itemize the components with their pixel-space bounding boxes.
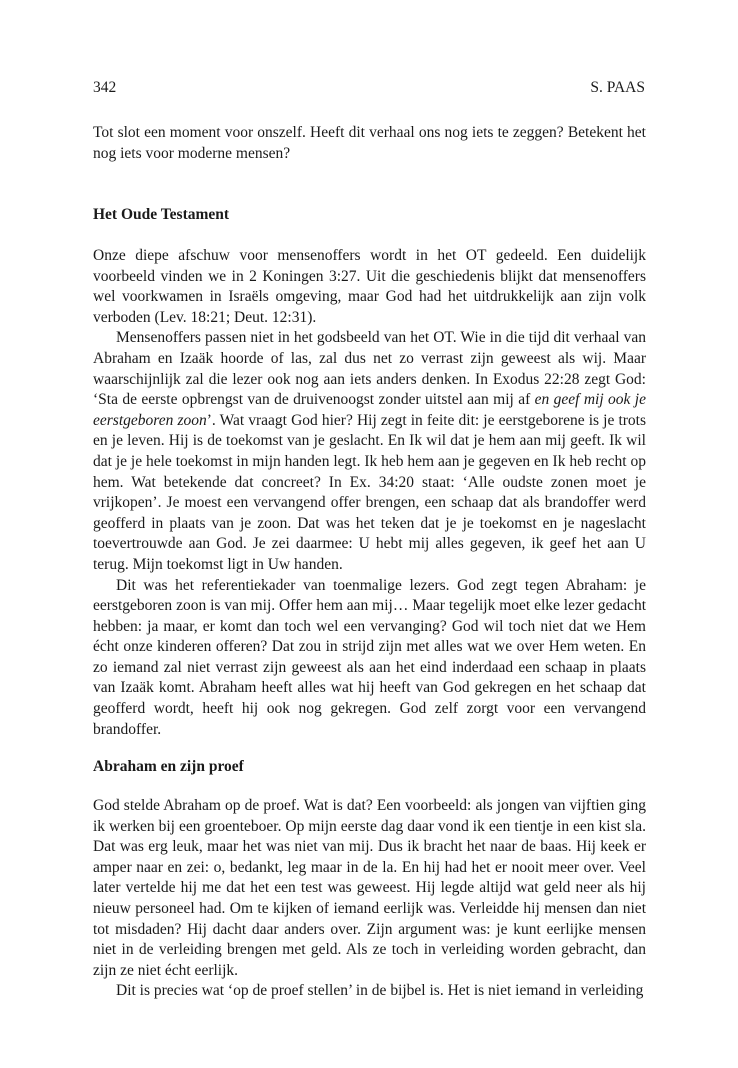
intro-paragraph: Tot slot een moment voor onszelf. Heeft dit verhaal ons nog iets te zeggen? Betekent het nog iets voor moderne mensen? (93, 124, 646, 162)
paragraph: Onze diepe afschuw voor mensenoffers wordt in het OT gedeeld. Een duidelijk voorbeeld vinden we in 2 Koningen 3:27. Uit die geschiedenis blijkt dat mensenoffers wel voorkwamen in Israëls omgeving, maar God had het uitdrukkelijk aan zijn volk verboden (Lev. 18:21; Deut. 12:31). (93, 247, 646, 326)
paragraph-text: Mensenoffers passen niet in het godsbeeld van het OT. Wie in die tijd dit verhaal van Abraham en Izaäk hoorde of las, zal dus net zo verrast zijn geweest als wij. Maar waarschijnlijk zal die lezer ook nog aan iets anders denken. In Exodus 22:28 zegt God: ‘Sta de eerste opbrengst van de druivenoogst zonder uitstel aan mij af (93, 329, 646, 409)
intro-block (93, 123, 646, 164)
section-heading-abraham: Abraham en zijn proef (93, 758, 244, 775)
paragraph (93, 328, 646, 575)
author-name: S. PAAS (590, 79, 645, 96)
section-heading-old-testament: Het Oude Testament (93, 206, 230, 223)
running-head (93, 78, 645, 98)
section-abraham (93, 796, 646, 1002)
italic-quote: en geef mij ook je eerstgeboren zoon (93, 391, 646, 429)
paragraph: God stelde Abraham op de proef. Wat is dat? Een voorbeeld: als jongen van vijftien ging ik werken bij een groenteboer. Op mijn eerste dag daar vond ik een tientje in een kist sla. Dat was erg leuk, maar het was niet van mij. Dus ik bracht het naar de baas. Hij keek er amper naar en zei: o, bedankt, leg maar in de la. En hij had het er nooit meer over. Veel later vertelde hij me dat het een test was geweest. Hij legde altijd wat geld neer als hij nieuw personeel had. Om te kijken of iemand eerlijk was. Verleidde hij mensen dan niet tot misdaden? Hij dacht daar anders over. Zijn argument was: je kunt eerlijke mensen niet in de verleiding brengen met geld. Als ze toch in verleiding worden gebracht, dan zijn ze niet écht eerlijk. (93, 797, 646, 979)
paragraph: Dit is precies wat ‘op de proef stellen’ in de bijbel is. Het is niet iemand in verleiding (116, 982, 644, 1000)
paragraph-text: ’. Wat vraagt God hier? Hij zegt in feite dit: je eerstgeborene is je trots en je leven. Hij is de toekomst van je geslacht. En Ik wil dat je hem aan mij geeft. Ik wil dat je je hele toekomst in mijn handen legt. Ik heb hem aan je gegeven en Ik heb recht op hem. Wat betekende dat concreet? In Ex. 34:20 staat: ‘Alle oudste zonen moet je vrijkopen’. Je moest een vervangend offer brengen, een schaap dat als brandoffer werd geofferd in plaats van je zoon. Dat was het teken dat je je toekomst en je nageslacht toevertrouwde aan God. Je zei daarmee: U hebt mij alles gegeven, ik geef het aan U terug. Mijn toekomst ligt in Uw handen. (93, 411, 646, 573)
page-number: 342 (93, 79, 117, 96)
paragraph: Dit was het referentiekader van toenmalige lezers. God zegt tegen Abraham: je eerstgeboren zoon is van mij. Offer hem aan mij… Maar tegelijk moet elke lezer gedacht hebben: ja maar, er komt dan toch wel een vervanging? God wil toch niet dat we Hem écht onze kinderen offeren? Dat zou in strijd zijn met alles wat we over Hem weten. En zo iemand zal niet verrast zijn geweest als aan het eind inderdaad een schaap in plaats van Izaäk komt. Abraham heeft alles wat hij heeft van God gekregen en het schaap dat geofferd wordt, heeft hij ook nog gekregen. God zelf zorgt voor een vervangend brandoffer. (93, 576, 646, 738)
section-old-testament (93, 246, 646, 740)
